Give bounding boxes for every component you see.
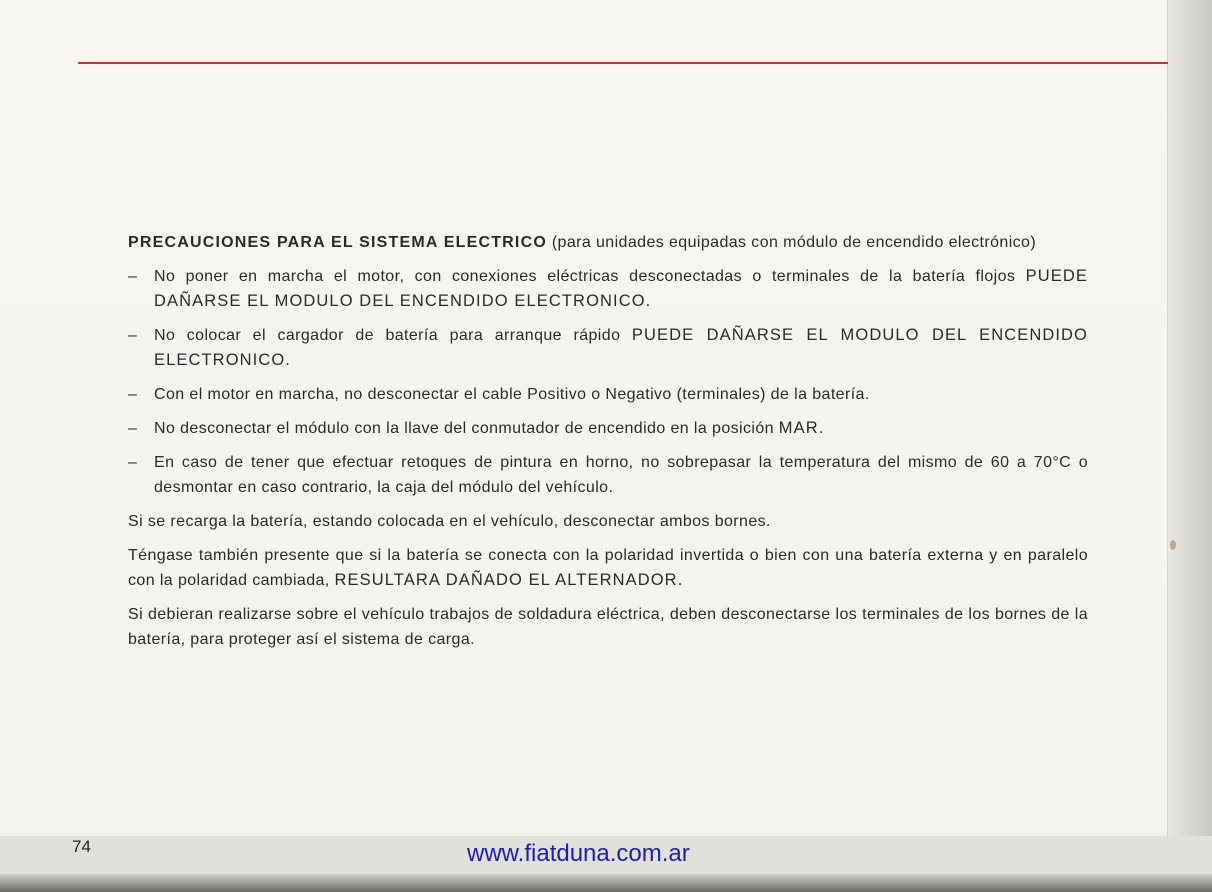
page-number: 74 [72, 837, 91, 856]
list-item-warning: PUEDE DAÑARSE EL MODULO DEL ENCENDIDO ELECTRONICO. [154, 326, 1088, 369]
list-item-text: No poner en marcha el motor, con conexiones eléctricas desconectadas o terminales de la batería flojos [154, 268, 1026, 285]
dash-bullet: – [128, 386, 138, 403]
list-item [128, 264, 1088, 314]
list-item-text: Con el motor en marcha, no desconectar el cable Positivo o Negativo (terminales) de la batería. [154, 386, 870, 403]
dash-bullet: – [128, 454, 138, 471]
body-paragraph [128, 602, 1088, 652]
website-link[interactable]: www.fiatduna.com.ar [467, 840, 690, 867]
list-item [128, 382, 1088, 407]
dash-bullet: – [128, 420, 138, 437]
heading-note: (para unidades equipadas con módulo de encendido electrónico) [546, 234, 1037, 251]
body-paragraph [128, 509, 1088, 534]
list-item [128, 450, 1088, 500]
header-rule [78, 62, 1168, 64]
list-item-warning: MAR. [778, 419, 825, 437]
paragraph-warning: RESULTARA DAÑADO EL ALTERNADOR. [334, 571, 684, 589]
list-item [128, 323, 1088, 373]
document-body [128, 230, 1088, 661]
body-paragraph [128, 543, 1088, 593]
paragraph-text: Si debieran realizarse sobre el vehículo trabajos de soldadura eléctrica, deben desconectarse los terminales de los bornes de la batería, para proteger así el sistema de carga. [128, 606, 1088, 648]
dash-bullet: – [128, 268, 138, 285]
list-item-warning: PUEDE DAÑARSE EL MODULO DEL ENCENDIDO ELECTRONICO. [154, 267, 1088, 310]
list-item-text: No desconectar el módulo con la llave del conmutador de encendido en la posición [154, 420, 779, 437]
section-heading: PRECAUCIONES PARA EL SISTEMA ELECTRICO [128, 234, 547, 251]
page-bottom-shadow [0, 874, 1212, 892]
intro-paragraph [128, 230, 1088, 255]
list-item [128, 416, 1088, 441]
list-item-text: No colocar el cargador de batería para arranque rápido [154, 327, 632, 344]
paragraph-text: Téngase también presente que si la batería se conecta con la polaridad invertida o bien con una batería externa y en paralelo con la polaridad cambiada, [128, 547, 1088, 589]
paragraph-text: Si se recarga la batería, estando colocada en el vehículo, desconectar ambos bornes. [128, 513, 771, 530]
list-item-text: En caso de tener que efectuar retoques de pintura en horno, no sobrepasar la temperatura del mismo de 60 a 70°C o desmontar en caso contrario, la caja del módulo del vehículo. [154, 454, 1088, 496]
dash-bullet: – [128, 327, 138, 344]
page-edge [1167, 0, 1212, 892]
